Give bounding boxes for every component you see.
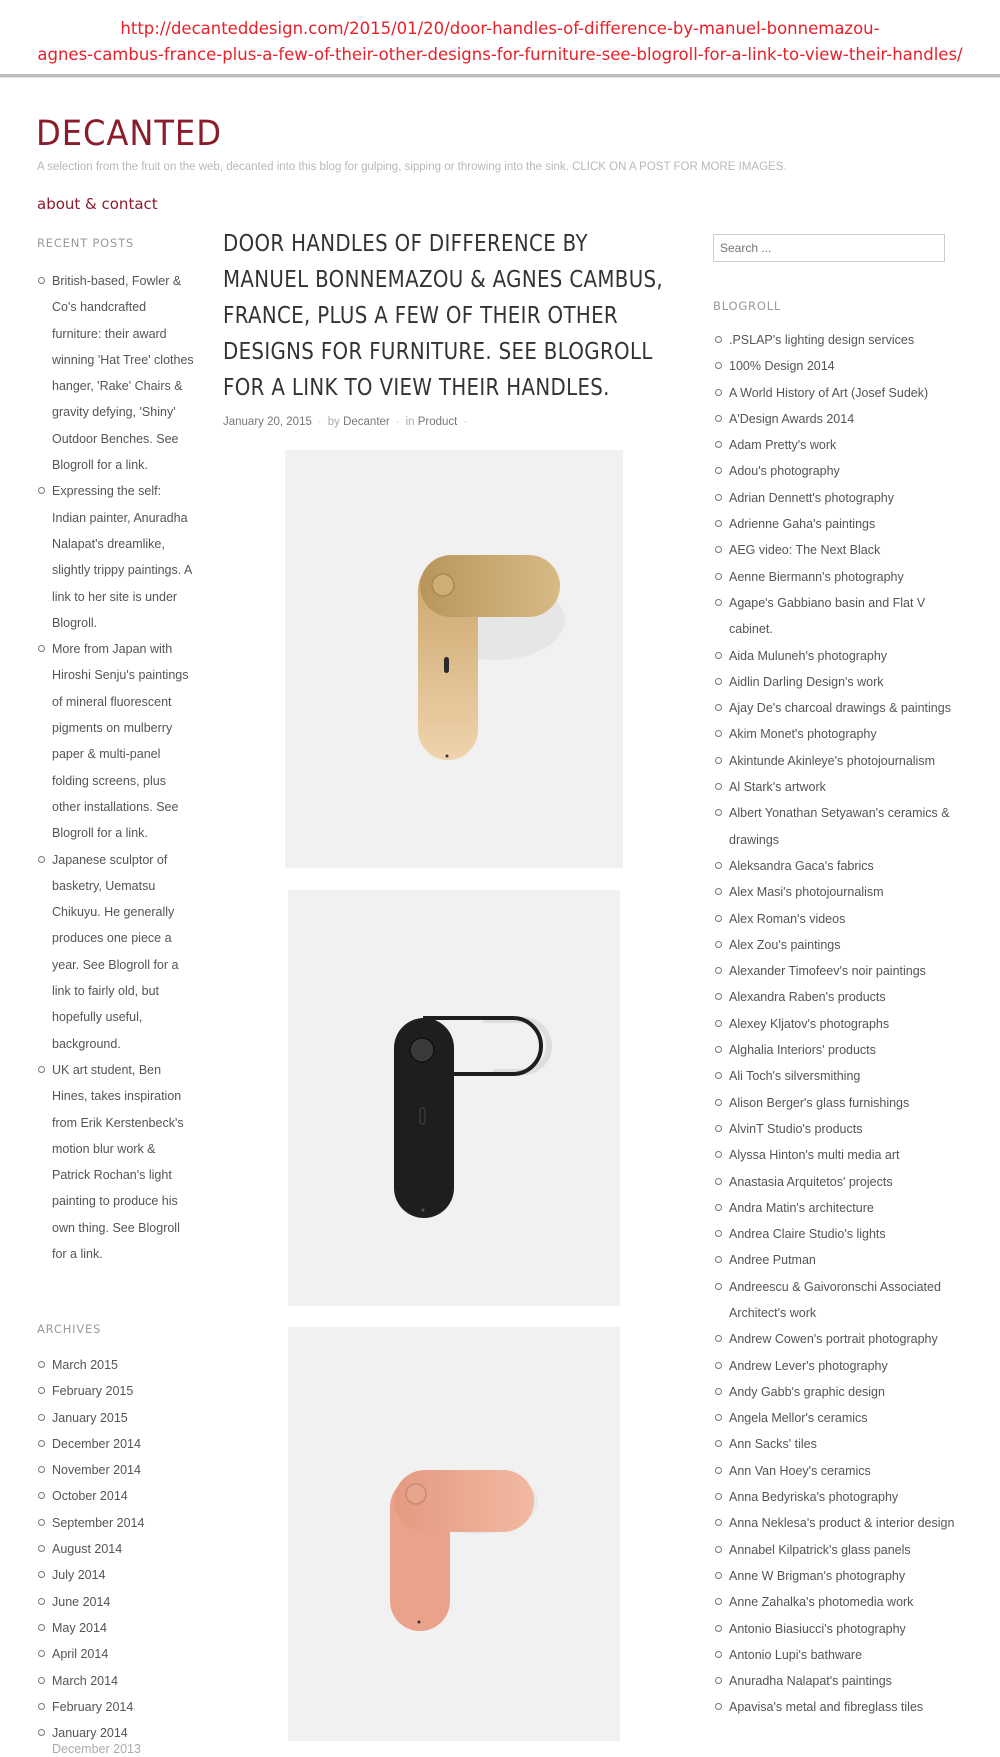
blogroll-link[interactable]: Anastasia Arquitetos' projects (714, 1169, 964, 1195)
archive-link-partial[interactable]: December 2013 (52, 1742, 141, 1756)
recent-post-link[interactable]: Japanese sculptor of basketry, Uematsu Chikuyu. He generally produces one piece a year. See Blogroll for a link to fairly old, but hopefully useful, background. (37, 847, 197, 1057)
blogroll-link[interactable]: Adam Pretty's work (714, 432, 964, 458)
site-title[interactable]: DECANTED (36, 114, 222, 154)
blogroll-link[interactable]: Antonio Biasiucci's photography (714, 1616, 964, 1642)
blogroll-link[interactable]: Apavisa's metal and fibreglass tiles (714, 1694, 964, 1720)
blogroll-heading: BLOGROLL (713, 299, 782, 313)
blogroll-link[interactable]: Agape's Gabbiano basin and Flat V cabinet. (714, 590, 964, 643)
blogroll-link[interactable]: Andra Matin's architecture (714, 1195, 964, 1221)
recent-posts-heading: RECENT POSTS (37, 236, 135, 250)
blogroll-link[interactable]: Aenne Biermann's photography (714, 564, 964, 590)
blogroll-link[interactable]: .PSLAP's lighting design services (714, 327, 964, 353)
blogroll-link[interactable]: A'Design Awards 2014 (714, 406, 964, 432)
blogroll-link[interactable]: Alex Masi's photojournalism (714, 879, 964, 905)
post-author-link[interactable]: Decanter (343, 416, 390, 428)
blogroll-link[interactable]: Andreescu & Gaivoronschi Associated Architect's work (714, 1274, 964, 1327)
archive-link[interactable]: January 2015 (37, 1405, 197, 1431)
copper-handle-graphic (288, 1327, 620, 1741)
archive-link[interactable]: March 2014 (37, 1668, 197, 1694)
blogroll-link[interactable]: Al Stark's artwork (714, 774, 964, 800)
black-handle-graphic (288, 890, 620, 1306)
source-url-banner (0, 0, 1000, 74)
blogroll-link[interactable]: Alexander Timofeev's noir paintings (714, 958, 964, 984)
blogroll-link[interactable]: Ann Van Hoey's ceramics (714, 1458, 964, 1484)
blogroll-link[interactable]: Andrew Cowen's portrait photography (714, 1326, 964, 1352)
blogroll-link[interactable]: 100% Design 2014 (714, 353, 964, 379)
blogroll-link[interactable]: Andree Putman (714, 1247, 964, 1273)
blogroll-link[interactable]: Alexandra Raben's products (714, 984, 964, 1010)
blogroll-link[interactable]: Aidlin Darling Design's work (714, 669, 964, 695)
post-in-label: in (405, 416, 415, 428)
archive-link[interactable]: December 2014 (37, 1431, 197, 1457)
blogroll-link[interactable]: Andy Gabb's graphic design (714, 1379, 964, 1405)
copper-door-handle-image[interactable] (288, 1327, 620, 1741)
blogroll-link[interactable]: Angela Mellor's ceramics (714, 1405, 964, 1431)
blogroll-link[interactable]: Alex Roman's videos (714, 906, 964, 932)
blogroll-link[interactable]: Anne W Brigman's photography (714, 1563, 964, 1589)
blogroll-link[interactable]: Adou's photography (714, 458, 964, 484)
black-door-handle-image[interactable] (288, 890, 620, 1306)
blogroll-link[interactable]: AEG video: The Next Black (714, 537, 964, 563)
post-title[interactable]: DOOR HANDLES OF DIFFERENCE BY MANUEL BONNEMAZOU & AGNES CAMBUS, FRANCE, PLUS A FEW OF THEIR OTHER DESIGNS FOR FURNITURE. SEE BLOGROLL FOR A LINK TO VIEW THEIR HANDLES. (223, 231, 664, 401)
blogroll-link[interactable]: A World History of Art (Josef Sudek) (714, 380, 964, 406)
recent-posts-list (37, 268, 197, 1267)
archive-link[interactable]: July 2014 (37, 1562, 197, 1588)
archive-link[interactable]: May 2014 (37, 1615, 197, 1641)
blogroll-link[interactable]: Alyssa Hinton's multi media art (714, 1142, 964, 1168)
nav-about-contact-link[interactable]: about & contact (37, 195, 158, 213)
blogroll-link[interactable]: Andrea Claire Studio's lights (714, 1221, 964, 1247)
search-input[interactable] (713, 234, 945, 262)
archive-link[interactable]: February 2015 (37, 1378, 197, 1404)
post-meta (223, 416, 473, 428)
blogroll-link[interactable]: Adrian Dennett's photography (714, 485, 964, 511)
brass-door-handle-image[interactable] (285, 450, 623, 868)
blogroll-link[interactable]: Alexey Kljatov's photographs (714, 1011, 964, 1037)
archive-link[interactable]: February 2014 (37, 1694, 197, 1720)
site-description: A selection from the fruit on the web, decanted into this blog for gulping, sipping or throwing into the sink. CLICK ON A POST FOR MORE IMAGES. (37, 161, 787, 173)
meta-separator: · (463, 416, 468, 428)
blogroll-link[interactable]: Aida Muluneh's photography (714, 643, 964, 669)
banner-divider-shadow (0, 77, 1000, 78)
post-category-link[interactable]: Product (417, 416, 458, 428)
source-url-line-1: http://decanteddesign.com/2015/01/20/door-handles-of-difference-by-manuel-bonnemazou- (120, 19, 880, 38)
blogroll-link[interactable]: Aleksandra Gaca's fabrics (714, 853, 964, 879)
recent-post-link[interactable]: British-based, Fowler & Co's handcrafted furniture: their award winning 'Hat Tree' clothes hanger, 'Rake' Chairs & gravity defying, 'Shiny' Outdoor Benches. See Blogroll for a link. (37, 268, 197, 478)
recent-post-link[interactable]: Expressing the self: Indian painter, Anuradha Nalapat's dreamlike, slightly trippy paintings. A link to her site is under Blogroll. (37, 478, 197, 636)
archives-list (37, 1352, 197, 1746)
source-url-line-2: agnes-cambus-france-plus-a-few-of-their-other-designs-for-furniture-see-blogroll-for-a-link-to-view-their-handles/ (37, 45, 963, 64)
meta-separator: · (395, 416, 400, 428)
archives-heading: ARCHIVES (37, 1322, 102, 1336)
blogroll-link[interactable]: Anuradha Nalapat's paintings (714, 1668, 964, 1694)
recent-post-link[interactable]: UK art student, Ben Hines, takes inspiration from Erik Kerstenbeck's motion blur work & Patrick Rochan's light painting to produce his own thing. See Blogroll for a link. (37, 1057, 197, 1267)
blogroll-link[interactable]: Antonio Lupi's bathware (714, 1642, 964, 1668)
meta-separator: · (317, 416, 322, 428)
blogroll-link[interactable]: Anne Zahalka's photomedia work (714, 1589, 964, 1615)
blogroll-link[interactable]: Andrew Lever's photography (714, 1353, 964, 1379)
recent-post-link[interactable]: More from Japan with Hiroshi Senju's paintings of mineral fluorescent pigments on mulberry paper & multi-panel folding screens, plus other installations. See Blogroll for a link. (37, 636, 197, 846)
blogroll-link[interactable]: Albert Yonathan Setyawan's ceramics & drawings (714, 800, 964, 853)
archive-link[interactable]: June 2014 (37, 1589, 197, 1615)
brass-handle-graphic (285, 450, 623, 868)
archive-link[interactable]: March 2015 (37, 1352, 197, 1378)
blogroll-link[interactable]: Anna Bedyriska's photography (714, 1484, 964, 1510)
archive-link[interactable]: September 2014 (37, 1510, 197, 1536)
blogroll-link[interactable]: AlvinT Studio's products (714, 1116, 964, 1142)
blogroll-list (714, 327, 964, 1721)
blogroll-link[interactable]: Alex Zou's paintings (714, 932, 964, 958)
blogroll-link[interactable]: Akim Monet's photography (714, 721, 964, 747)
blogroll-link[interactable]: Annabel Kilpatrick's glass panels (714, 1537, 964, 1563)
blogroll-link[interactable]: Ann Sacks' tiles (714, 1431, 964, 1457)
archive-link[interactable]: November 2014 (37, 1457, 197, 1483)
blogroll-link[interactable]: Anna Neklesa's product & interior design (714, 1510, 964, 1536)
blogroll-link[interactable]: Ali Toch's silversmithing (714, 1063, 964, 1089)
post-date-link[interactable]: January 20, 2015 (223, 416, 312, 428)
archive-link[interactable]: August 2014 (37, 1536, 197, 1562)
archive-link[interactable]: April 2014 (37, 1641, 197, 1667)
blogroll-link[interactable]: Adrienne Gaha's paintings (714, 511, 964, 537)
blogroll-link[interactable]: Ajay De's charcoal drawings & paintings (714, 695, 964, 721)
blogroll-link[interactable]: Akintunde Akinleye's photojournalism (714, 748, 964, 774)
blogroll-link[interactable]: Alison Berger's glass furnishings (714, 1090, 964, 1116)
archive-link[interactable]: October 2014 (37, 1483, 197, 1509)
post-by-label: by (327, 416, 340, 428)
archive-link[interactable]: January 2014 (37, 1720, 197, 1746)
blogroll-link[interactable]: Alghalia Interiors' products (714, 1037, 964, 1063)
